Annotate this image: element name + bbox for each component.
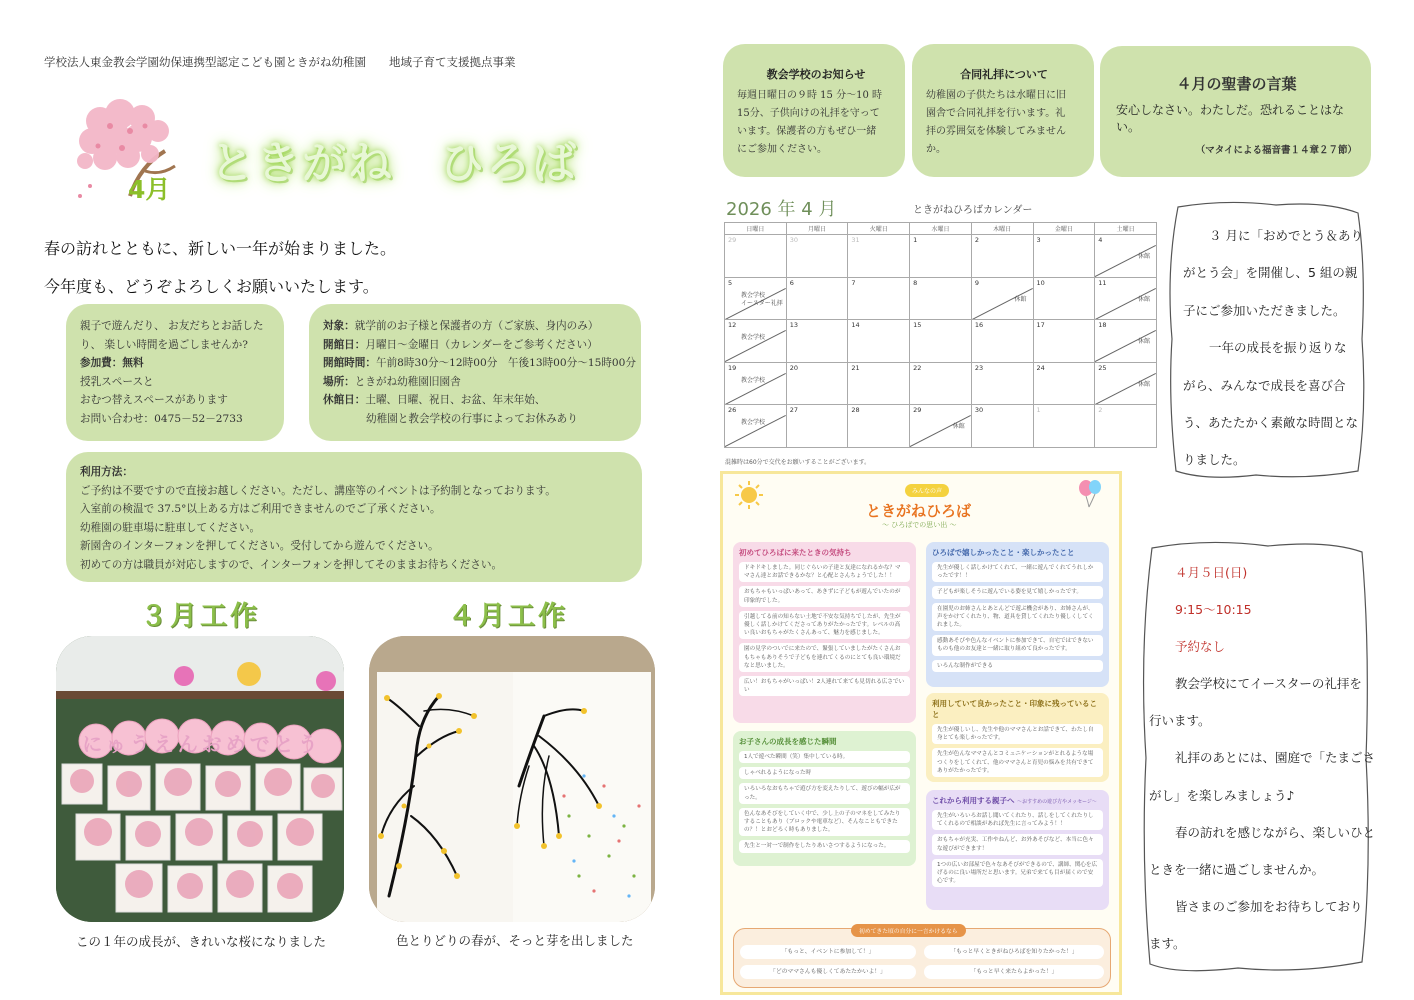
church-notice-line: 15分、子供向けの礼拝を守って: [737, 108, 880, 119]
voice-card-subtag: ～おすすめの遊び方やメッセージ～: [1017, 799, 1097, 805]
calendar-date: 22: [913, 363, 922, 372]
calendar-date: 30: [789, 236, 798, 244]
organization-header: 学校法人東金教会学園幼保連携型認定こども園ときがね幼稚園 地域子育て支援拠点事業: [44, 55, 516, 69]
march-craft-photo: [56, 636, 344, 922]
april-craft-title: ４月工作: [448, 601, 568, 632]
calendar-day: [786, 362, 848, 405]
calendar-grid: [724, 222, 1157, 448]
calendar-date: 12: [728, 321, 737, 330]
calendar-day: [725, 277, 787, 320]
joint-worship-title: 合同礼拝について: [960, 68, 1048, 81]
voice-item: 先生と一対一で制作をしたりあいさつするようになった。: [739, 840, 910, 852]
intro-line-2: 今年度も、どうぞよろしくお願いいたします。: [44, 277, 379, 296]
info-line: おむつ替えスペースがあります: [80, 394, 228, 407]
calendar-date: 24: [1036, 363, 1045, 372]
calendar-date: 28: [851, 406, 860, 415]
calendar-date: 1: [1036, 406, 1041, 415]
calendar-footnote: 混雑時は60分で交代をお願いすることがございます。: [725, 459, 871, 466]
calendar-day: [971, 362, 1033, 405]
event-line: 春の訪れを感じながら、楽しいひと: [1175, 824, 1376, 840]
bible-reference: （マタイによる福音書１４章２７節）: [1195, 145, 1357, 156]
voice-message-item: 「もっと早く来たらよかった！」: [924, 965, 1104, 979]
april-caption: 色とりどりの春が、そっと芽を出しました: [396, 933, 634, 948]
calendar-day: [1033, 320, 1095, 363]
april-craft-photo: [369, 636, 655, 922]
event-date: ４月５日(日): [1175, 565, 1248, 580]
calendar-day: [1033, 235, 1095, 278]
voice-item: 子どもが楽しそうに遊んでいる姿を見て嬉しかったです。: [932, 586, 1103, 598]
voice-message-title: 初めてきた頃の自分に一言かけるなら: [851, 924, 966, 937]
calendar-date: 19: [728, 363, 737, 372]
voice-card-good-points: [926, 693, 1109, 782]
calendar-day: [1033, 362, 1095, 405]
calendar-week: [725, 235, 1157, 278]
calendar-day: [725, 320, 787, 363]
voice-card-title: 初めてひろばに来たときの気持ち: [739, 548, 852, 557]
calendar-date: 20: [789, 363, 798, 372]
calendar-day: [725, 362, 787, 405]
event-line: 皆さまのご参加をお待ちしており: [1175, 898, 1363, 914]
balloon-icon: [1076, 478, 1104, 508]
calendar-day: [910, 362, 972, 405]
voice-item: 園の見学のついでに来たので、緊張していましたがたくさんおもちゃもありそうで子どもを連れてくるのにとても良い環境だなと思いました。: [739, 643, 910, 672]
calendar-day: [971, 320, 1033, 363]
info-box-general: [66, 304, 284, 441]
contact-line: お問い合わせ：0475－52－2733: [80, 412, 243, 425]
voice-item: おもちゃもいっぱいあって、あきずに子どもが遊んでいたのが印象的でした。: [739, 586, 910, 606]
church-notice-line: います。保護者の方もぜひ一緒: [737, 126, 877, 137]
usage-line: 初めての方は職員が対応しますので、インターフォンを押してそのままお待ちください。: [80, 558, 503, 571]
target-label: 対象：: [323, 320, 355, 332]
calendar-day: [1095, 277, 1157, 320]
joint-worship-line: 拝の雰囲気を体験してみません: [926, 126, 1066, 137]
bible-title: ４月の聖書の言葉: [1176, 75, 1297, 93]
calendar-note: 教会学校: [741, 334, 766, 342]
fee-line: 参加費：無料: [80, 357, 144, 370]
calendar-date: 7: [851, 278, 856, 287]
calendar-date: 14: [851, 321, 860, 330]
report-line: 一年の成長を振り返りな: [1209, 340, 1347, 356]
sun-icon: [734, 480, 764, 510]
voice-item: 先生がいろいろお話し聞いてくれたり、話しをしてくれたりしてくれるので相談があれば先生に言ってみよう！！: [932, 810, 1103, 830]
calendar-date: 13: [789, 321, 798, 330]
calendar-date: 4: [1098, 236, 1103, 244]
voices-title: ときがねひろば: [866, 502, 972, 520]
calendar-day: [1095, 362, 1157, 405]
calendar-date: 1: [913, 236, 918, 244]
voice-card-title: 利用していて良かったこと・印象に残っていること: [932, 699, 1097, 719]
info-line: 授乳スペースと: [80, 375, 154, 388]
march-caption: この１年の成長が、きれいな桜になりました: [76, 934, 327, 949]
info-box-hours: [309, 304, 641, 441]
days-label: 開館日：: [323, 338, 366, 351]
calendar-weekday: 日曜日: [725, 223, 787, 235]
voice-message-item: 「もっと、イベントに参加して！」: [740, 945, 916, 959]
voice-card-title: お子さんの成長を感じた瞬間: [739, 737, 837, 746]
month-label: 4月: [128, 175, 171, 204]
easter-report-text: [1183, 217, 1361, 479]
info-line: 親子で遊んだり、 お友だちとお話した: [80, 320, 264, 332]
event-line: 礼拝のあとには、園庭で「たまごさ: [1175, 750, 1376, 766]
calendar-note: 教会学校: [741, 419, 766, 427]
event-line: 教会学校にてイースターの礼拝を: [1175, 676, 1362, 692]
info-line: り、 楽しい時間を過ごしませんか?: [80, 338, 248, 351]
closed-label: 休館日：: [323, 394, 366, 407]
report-line: りました。: [1183, 452, 1246, 468]
calendar-note: 教会学校 イースター礼拝: [741, 291, 783, 307]
event-line: 行います。: [1149, 713, 1211, 729]
usage-line: 新園舎のインターフォンを押してください。受付してから遊んでください。: [80, 540, 439, 553]
calendar-day: [971, 277, 1033, 320]
event-line: ます。: [1149, 935, 1186, 951]
calendar-date: 17: [1036, 321, 1045, 330]
calendar-day: [1033, 405, 1095, 448]
calendar-date: 21: [851, 363, 860, 372]
event-reservation: 予約なし: [1175, 639, 1226, 655]
calendar-day: [786, 277, 848, 320]
place-value: ときがね幼稚園旧園舎: [354, 375, 461, 388]
calendar-date: 16: [974, 321, 984, 330]
joint-worship-line: か。: [926, 144, 946, 155]
calendar-day: [786, 235, 848, 278]
bible-verse-box: [1100, 46, 1371, 177]
calendar-day: [848, 320, 910, 363]
calendar-weekday: 月曜日: [786, 223, 848, 235]
calendar-weekday: 木曜日: [971, 223, 1033, 235]
report-line: ３ 月に「おめでとう＆あり: [1209, 228, 1363, 243]
voice-card-first-visit: [733, 542, 916, 723]
usage-line: 幼稚園の駐車場に駐車してください。: [80, 521, 261, 534]
hours-label: 開館時間：: [323, 357, 376, 370]
calendar-date: 18: [1098, 321, 1107, 330]
report-line: がとう会」を開催し、5 組の親: [1183, 265, 1358, 281]
calendar-weekday: 土曜日: [1095, 223, 1157, 235]
church-notice-line: にご参加ください。: [737, 144, 827, 155]
report-line: がら、みんなで成長を喜び合: [1183, 377, 1346, 393]
calendar-day: [848, 405, 910, 448]
calendar-subtitle: ときがねひろばカレンダー: [913, 205, 1033, 216]
usage-line: 入室前の検温で 37.5°以上ある方はご利用できませんのでご了承ください。: [80, 503, 441, 516]
event-line: がし」を楽しみましょう♪: [1149, 787, 1295, 803]
calendar-weekday: 金曜日: [1033, 223, 1095, 235]
target-value: 就学前のお子様と保護者の方（ご家族、身内のみ）: [354, 320, 599, 332]
calendar-date: 15: [913, 321, 922, 330]
calendar-note: 教会学校: [741, 376, 766, 384]
voice-item: 1人で遊べた瞬間（笑）集中している時。: [739, 751, 910, 763]
calendar-day: [1033, 277, 1095, 320]
calendar-day: [971, 405, 1033, 448]
calendar-day: [1095, 320, 1157, 363]
voice-item: 先生が色んなママさんとコミュニケーションがとれるような場つくりをしてくれて、他のママさんと育児の悩みを共有できてありがたかったです。: [932, 748, 1103, 777]
march-wall-text: にゅうえんおめでとう: [82, 732, 322, 756]
voice-card-title: これから利用する親子へ: [932, 796, 1015, 805]
church-notice-title: 教会学校のお知らせ: [766, 68, 866, 81]
voice-card-title: ひろばで嬉しかったこと・楽しかったこと: [932, 548, 1075, 557]
report-line: う、あたたかく素敵な時間とな: [1183, 415, 1359, 431]
calendar-weekday: 火曜日: [848, 223, 910, 235]
bible-verse: い。: [1116, 120, 1141, 134]
calendar-note: 休館: [952, 423, 965, 431]
calendar-date: 11: [1098, 278, 1107, 287]
event-time: 9:15～10:15: [1175, 602, 1252, 618]
closed-value: 土曜、日曜、祝日、お盆、年末年始、: [365, 394, 546, 407]
calendar-date: 25: [1098, 363, 1107, 372]
voice-item: 先生が優しく話しかけてくれて、一緒に遊んでくれてうれしかったです！！: [932, 562, 1103, 582]
calendar-date: 3: [1036, 236, 1041, 244]
hours-value: 午前8時30分～12時00分 午後13時00分～15時00分: [375, 357, 636, 370]
calendar-date: 2: [1098, 406, 1103, 415]
calendar-week: [725, 362, 1157, 405]
voice-item: 色んなあそびをしていく中で、少し上の子のマネをしてみたりすることもあり（ブロックや電車など）、そんなこともできたの？！とおどろく時もありました。: [739, 808, 910, 837]
calendar-date: 10: [1036, 278, 1045, 287]
bible-verse: 安心しなさい。わたしだ。恐れることはな: [1116, 103, 1345, 117]
calendar-note: 休館: [1137, 253, 1150, 260]
calendar-weekday: 水曜日: [910, 223, 972, 235]
calendar-day: [971, 235, 1033, 278]
main-title: ときがね ひろば: [210, 138, 578, 189]
voice-item: いろんな制作ができる: [932, 660, 1103, 672]
calendar-day: [725, 235, 787, 278]
church-notice-line: 毎週日曜日の９時 15 分～10 時: [737, 90, 882, 101]
days-value: 月曜日～金曜日（カレンダーをご参考ください）: [365, 338, 598, 351]
calendar-day: [786, 405, 848, 448]
voice-item: いろいろなおもちゃで遊び方を変えたりして、遊びの幅が広がった。: [739, 783, 910, 803]
voice-item: 先生が優しいし、先生や他のママさんとお話できて、わたし自身とても楽しかったです。: [932, 724, 1103, 744]
calendar-day: [848, 362, 910, 405]
usage-line: ご予約は不要ですので直接お越しください。ただし、講座等のイベントは予約制となっております。: [80, 484, 556, 497]
calendar-day: [848, 235, 910, 278]
calendar-day: [848, 277, 910, 320]
calendar-week: [725, 405, 1157, 448]
church-school-notice: [723, 44, 905, 177]
calendar-day: [910, 405, 972, 448]
calendar-date: 26: [728, 406, 737, 415]
calendar-date: 23: [974, 363, 984, 372]
calendar-date: 2: [974, 236, 979, 244]
calendar-date: 9: [974, 278, 979, 287]
calendar-date: 5: [728, 278, 733, 287]
closed-value-2: 幼稚園と教会学校の行事によってお休みあり: [366, 412, 578, 425]
usage-box: [66, 452, 642, 582]
calendar-day: [1095, 235, 1157, 278]
calendar-note: 休館: [1137, 380, 1150, 388]
voices-subtitle: ～ ひろばでの思い出 ～: [882, 521, 957, 529]
calendar-title: 2026 年 4 月: [726, 199, 837, 220]
calendar-date: 8: [913, 278, 918, 287]
voice-item: 1つの広いお部屋で色々なあそびができるので、講師、関心を広げるのに良い場所だと思います。兄弟で来ても目が届くので安心です。: [932, 859, 1103, 888]
voice-item: ドキドキしました。同じぐらいの子達と友達になれるかな？ママさん達とお話できるかな？と心配とさんちょうでした！！: [739, 562, 910, 582]
joint-worship-line: 幼稚園の子供たちは水曜日に旧: [926, 90, 1066, 101]
voice-item: 広い！おもちゃがいっぱい！2人連れて来ても見切れる広さでいい: [739, 676, 910, 696]
calendar-note: 休館: [1137, 295, 1150, 303]
calendar-date: 6: [789, 278, 794, 287]
event-line: ときを一緒に過ごしませんか。: [1149, 861, 1325, 877]
calendar-note: 休館: [1137, 338, 1150, 346]
voices-tag: みんなの声: [905, 484, 949, 497]
voice-item: 引越してる前の知らない土地で不安な気持ちでしたが、先生が優しく話しかけてくださってありがたかったです。レベルの高い良いおもちゃがたくさんあって、魅力を感じました。: [739, 611, 910, 640]
voice-card-growth: [733, 731, 916, 866]
voice-message-item: 「どのママさんも優しくてあたたかいよ！」: [740, 965, 916, 979]
calendar-date: 29: [728, 236, 737, 244]
calendar-day: [910, 235, 972, 278]
calendar-date: 30: [974, 406, 984, 415]
place-label: 場所：: [323, 375, 355, 388]
voice-card-happy: [926, 542, 1109, 687]
voice-item: 在園児のお姉さんとあとんどで遊ぶ機会があり、お姉さんが、声をかけてくれたり、物、道具を貸してくれたり優しくしてくれました。: [932, 603, 1103, 632]
march-craft-title: ３月工作: [140, 601, 260, 632]
calendar-day: [786, 320, 848, 363]
calendar-date: 27: [789, 406, 798, 415]
voice-item: しゃべれるようになった時: [739, 767, 910, 779]
easter-event-text: [1149, 554, 1376, 962]
calendar-day: [910, 277, 972, 320]
calendar-date: 29: [913, 406, 922, 415]
voice-message-item: 「もっと早くときがねひろばを知りたかった！」: [924, 945, 1104, 959]
usage-title: 利用方法：: [80, 466, 133, 478]
report-line: 子にご参加いただきました。: [1183, 302, 1346, 318]
calendar-week: [725, 277, 1157, 320]
intro-line-1: 春の訪れとともに、新しい一年が始まりました。: [44, 239, 397, 258]
joint-worship-line: 園舎で合同礼拝を行います。礼: [926, 108, 1066, 119]
voice-item: 感動あそびや色んなイベントに参加できて、自宅ではできないものも他のお友達と一緒に取り組めて良かったです。: [932, 635, 1103, 655]
calendar-day: [1095, 405, 1157, 448]
calendar-week: [725, 320, 1157, 363]
calendar-date: 31: [851, 236, 860, 244]
calendar-day: [910, 320, 972, 363]
voice-card-advice: [926, 790, 1109, 910]
calendar-day: [725, 405, 787, 448]
voice-item: おもちゃが充実、工作やねんど、お外あそびなど、本当に色々な遊びができます！: [932, 834, 1103, 854]
joint-worship-notice: [912, 44, 1094, 177]
calendar-note: 休館: [1014, 295, 1027, 303]
